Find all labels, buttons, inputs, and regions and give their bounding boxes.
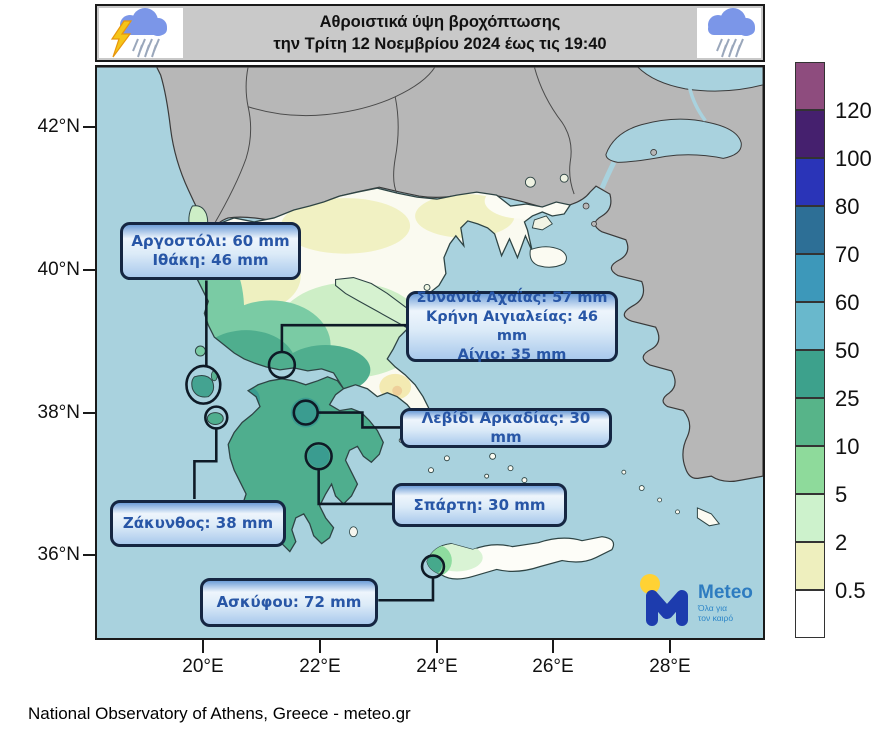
legend-label: 0.5 [835,578,866,603]
callout-line: Ιθάκη: 46 mm [152,251,269,269]
legend-cell [795,590,825,638]
callout-sparti [392,483,567,527]
meteo-tagline-line2: τον καιρό [698,613,734,623]
lat-tick-label: 38°N [37,402,80,423]
lon-tick-label: 20°E [182,656,224,677]
meteo-m-mark [652,596,682,620]
lon-tick-label: 22°E [299,656,341,677]
legend-cell [795,350,825,398]
callout-line: Αίγιο: 35 mm [457,346,567,363]
storm-icon-box [99,8,183,58]
lat-tick-mark [83,554,95,556]
callout-line: Σπάρτη: 30 mm [413,495,546,514]
legend-cell [795,206,825,254]
legend-cell [795,302,825,350]
lon-tick-label: 26°E [532,656,574,677]
legend-label: 120 [835,98,872,123]
legend-cell [795,446,825,494]
kythira-island [349,527,357,537]
lat-tick-mark [83,412,95,414]
callout-levidi [400,408,612,448]
legend-label: 70 [835,242,860,267]
marmara-island [651,149,657,155]
callout-line: Ζάκυνθος: 38 mm [122,514,274,532]
zakynthos-island [207,413,223,425]
callout-askyfou [200,578,378,627]
legend-label: 60 [835,290,860,315]
map-title-line2: την Τρίτη 12 Νοεμβρίου 2024 έως τις 19:40 [273,35,607,53]
legend-cell [795,254,825,302]
meteo-tagline-line1: Όλα για [698,603,728,613]
callout-argostoli-ithaki [120,222,301,280]
lon-tick-mark [436,640,438,653]
lefkada-island [195,346,205,356]
legend-cell [795,494,825,542]
lon-tick-mark [202,640,204,653]
lat-tick-mark [83,126,95,128]
lon-tick-mark [669,640,671,653]
callout-line: Λεβίδι Αρκαδίας: 30 mm [421,409,591,446]
thunderstorm-rain-icon [104,7,178,59]
lon-tick-label: 28°E [649,656,691,677]
attribution-text: National Observatory of Athens, Greece - meteo.gr [28,704,411,723]
legend-label: 100 [835,146,872,171]
lon-tick-mark [319,640,321,653]
thasos-island [525,177,535,187]
lesvos-island [530,247,566,267]
legend-label: 10 [835,434,860,459]
lon-tick-mark [552,640,554,653]
legend-label: 25 [835,386,860,411]
legend-label: 2 [835,530,848,555]
rain-cloud-icon [700,7,758,59]
title-bar [95,4,765,62]
legend-cell [795,542,825,590]
legend-label: 80 [835,194,860,219]
callout-achaia [406,291,618,362]
meteo-logo-graphic [636,570,768,628]
kefalonia-island [192,376,214,398]
map-title-line1: Αθροιστικά ύψη βροχόπτωσης [319,13,561,31]
callout-line: Αργοστόλι: 60 mm [131,232,290,250]
legend-label: 50 [835,338,860,363]
map-title [187,6,693,60]
meteo-logo [636,570,768,628]
samothraki-island [560,174,568,182]
legend-label: 5 [835,482,848,507]
rain-icon-box [697,8,761,58]
legend-cell [795,398,825,446]
meteo-brand-text: Meteo [698,582,753,603]
callout-line: Ασκύφου: 72 mm [216,593,362,611]
legend-cell [795,110,825,158]
lat-tick-label: 42°N [37,116,80,137]
legend-cell [795,62,825,110]
legend-cell [795,158,825,206]
lat-tick-label: 40°N [37,259,80,280]
callout-line: Κρήνη Αιγιαλείας: 46 mm [425,308,599,344]
lon-tick-label: 24°E [416,656,458,677]
lat-tick-label: 36°N [37,544,80,565]
callout-zakynthos [110,500,286,547]
lat-tick-mark [83,269,95,271]
callout-line: Συνανιά Αχαΐας: 57 mm [416,289,608,306]
